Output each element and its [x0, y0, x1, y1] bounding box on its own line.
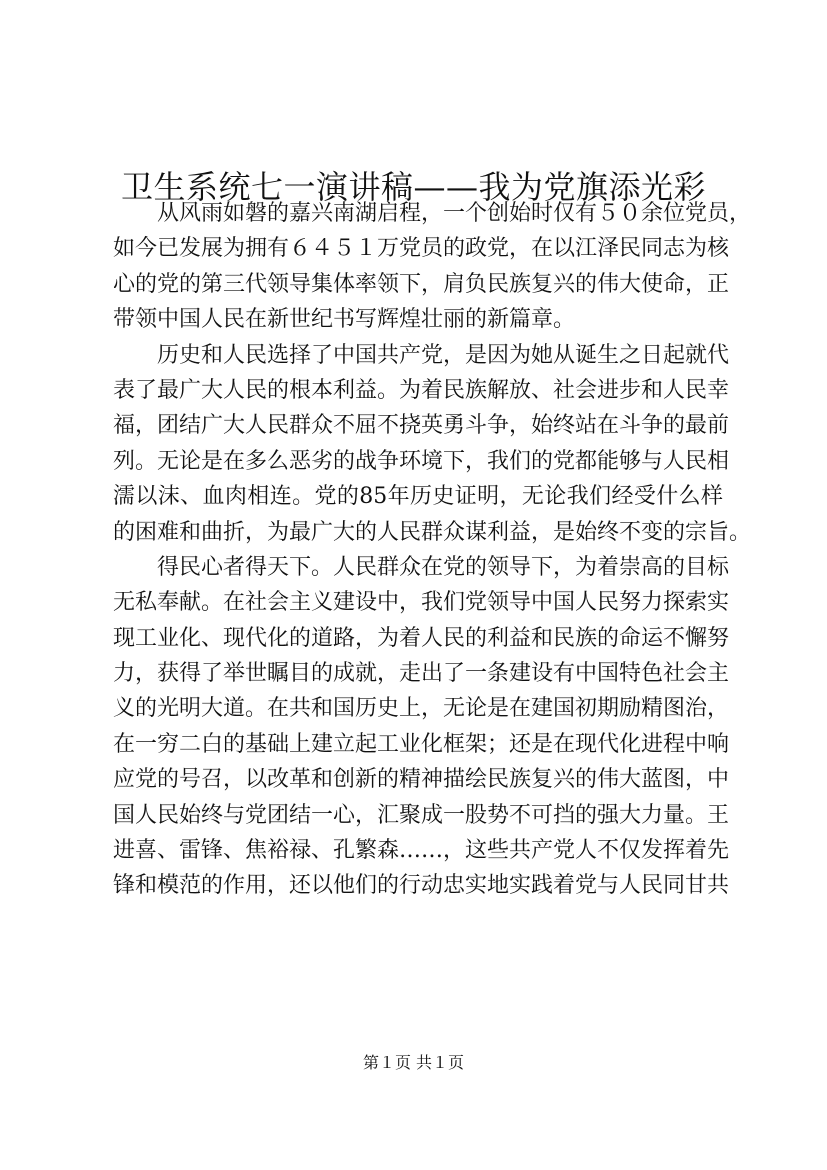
paragraph-line: 表了最广大人民的根本利益。为着民族解放、社会进步和人民幸: [113, 377, 730, 403]
paragraph-line: 力，获得了举世瞩目的成就，走出了一条建设有中国特色社会主: [113, 661, 730, 687]
paragraph-line: 从风雨如磐的嘉兴南湖启程，一个创始时仅有５０余位党员，: [157, 201, 752, 226]
paragraph-line: 现工业化、现代化的道路，为着人民的利益和民族的命运不懈努: [113, 625, 730, 651]
paragraph-line: 国人民始终与党团结一心，汇聚成一股势不可挡的强大力量。王: [113, 802, 730, 828]
paragraph-line: 应党的号召，以改革和创新的精神描绘民族复兴的伟大蓝图，中: [113, 767, 730, 793]
paragraph-line: 锋和模范的作用，还以他们的行动忠实地实践着党与人民同甘共: [113, 873, 730, 899]
paragraph-line: 福，团结广大人民群众不屈不挠英勇斗争，始终站在斗争的最前: [113, 413, 730, 439]
paragraph-line: 历史和人民选择了中国共产党，是因为她从诞生之日起就代: [157, 342, 730, 368]
paragraph-3: [113, 550, 730, 904]
paragraph-line: 濡以沫、血肉相连。党的85年历史证明，无论我们经受什么样: [113, 484, 723, 510]
paragraph-line: 无私奉献。在社会主义建设中，我们党领导中国人民努力探索实: [113, 590, 730, 616]
paragraph-line: 如今已发展为拥有６４５１万党员的政党，在以江泽民同志为核: [113, 236, 730, 262]
paragraph-line: 义的光明大道。在共和国历史上，无论是在建国初期励精图治，: [113, 696, 730, 722]
paragraph-1: [113, 196, 752, 338]
paragraph-2: [113, 338, 752, 550]
page-footer: 第１页 共１页: [362, 1053, 465, 1072]
document-title: 卫生系统七一演讲稿——我为党旗添光彩: [120, 168, 706, 207]
paragraph-line: 得民心者得天下。人民群众在党的领导下，为着崇高的目标: [157, 554, 730, 580]
paragraph-line: 列。无论是在多么恶劣的战争环境下，我们的党都能够与人民相: [113, 448, 730, 474]
paragraph-line: 在一穷二白的基础上建立起工业化框架；还是在现代化进程中响: [113, 731, 730, 757]
paragraph-line: 的困难和曲折，为最广大的人民群众谋利益，是始终不变的宗旨。: [113, 519, 752, 545]
paragraph-line: 进喜、雷锋、焦裕禄、孔繁森……，这些共产党人不仅发挥着先: [113, 838, 730, 864]
paragraph-line: 心的党的第三代领导集体率领下，肩负民族复兴的伟大使命，正: [113, 271, 730, 297]
document-body: [113, 196, 752, 904]
paragraph-line: 带领中国人民在新世纪书写辉煌壮丽的新篇章。: [113, 307, 576, 333]
